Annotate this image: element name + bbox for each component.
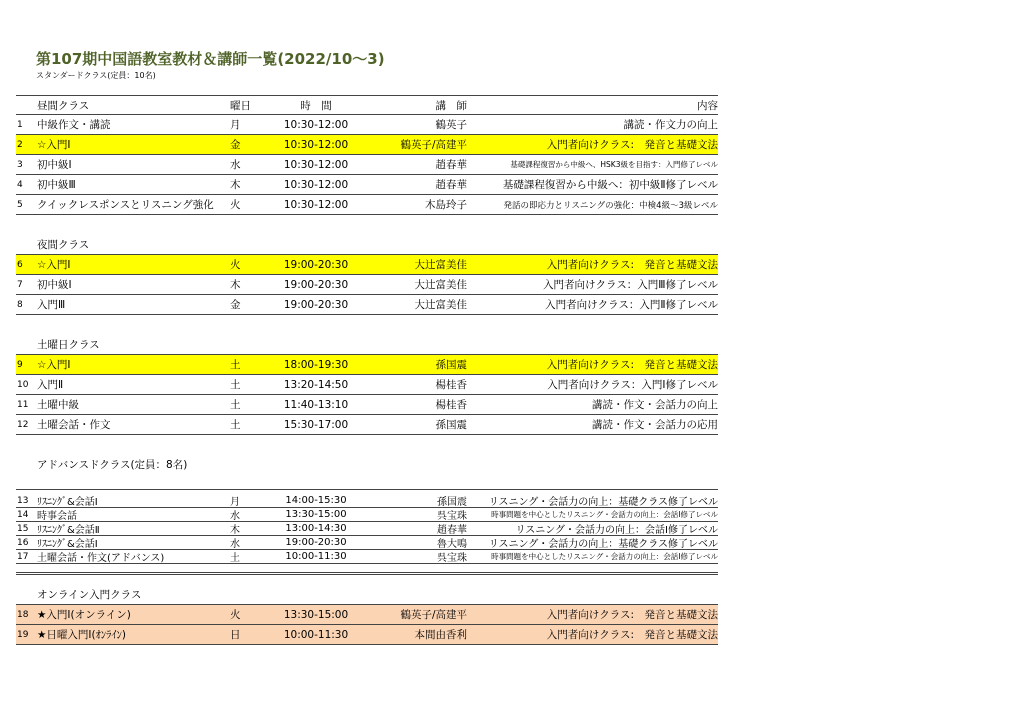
section-label: 土曜日クラス bbox=[37, 339, 100, 351]
table-row: 15 ﾘｽﾆﾝｸﾞ&会話Ⅱ 木 13:00-14:30 趙春華 リスニング・会話力の向上：会話Ⅰ修了レベル bbox=[17, 523, 718, 536]
table-row: 14 時事会話 水 13:30-15:00 呉宝珠 時事問題を中心としたリスニング・会話力の向上：会話Ⅰ修了レベル bbox=[17, 509, 718, 522]
section-label: オンライン入門クラス bbox=[37, 589, 142, 601]
table-row-highlight: 9 ☆入門Ⅰ 土 18:00-19:30 孫国震 入門者向けクラス: 発音と基礎文法 bbox=[16, 355, 718, 375]
table-row: 1 中級作文・講読 月 10:30-12:00 鶴英子 講読・作文力の向上 bbox=[16, 115, 718, 135]
table-row-highlight: 6 ☆入門Ⅰ 火 19:00-20:30 大辻富美佳 入門者向けクラス: 発音と基礎文法 bbox=[16, 255, 718, 275]
section-online bbox=[16, 585, 718, 605]
section-label: 夜間クラス bbox=[37, 239, 90, 251]
table-row: 8 入門Ⅲ 金 19:00-20:30 大辻富美佳 入門者向けクラス：入門Ⅱ修了レベル bbox=[16, 295, 718, 315]
header-time: 時 間 bbox=[300, 99, 332, 112]
table-row: 10 入門Ⅱ 土 13:20-14:50 楊桂香 入門者向けクラス：入門Ⅰ修了レベル bbox=[16, 375, 718, 395]
table-row: 17 土曜会話・作文(アドバンス) 土 10:00-11:30 呉宝珠 時事問題を中心としたリスニング・会話力の向上：会話Ⅰ修了レベル bbox=[17, 551, 718, 564]
table-row: 16 ﾘｽﾆﾝｸﾞ&会話Ⅰ 水 19:00-20:30 魯大鳴 リスニング・会話力の向上：基礎クラス修了レベル bbox=[17, 537, 718, 550]
header-teacher: 講 師 bbox=[435, 99, 467, 112]
table-row-highlight: 2 ☆入門Ⅰ 金 10:30-12:00 鶴英子/高建平 入門者向けクラス: 発音と基礎文法 bbox=[16, 135, 718, 155]
table-row-online: 19 ★日曜入門Ⅰ(ｵﾝﾗｲﾝ) 日 10:00-11:30 本間由香利 入門者向けクラス: 発音と基礎文法 bbox=[16, 625, 718, 645]
header-content: 内容 bbox=[697, 99, 718, 112]
table-row-online: 18 ★入門Ⅰ(オンライン) 火 13:30-15:00 鶴英子/高建平 入門者向けクラス: 発音と基礎文法 bbox=[16, 605, 718, 625]
section-saturday bbox=[16, 335, 718, 355]
table-row: 12 土曜会話・作文 土 15:30-17:00 孫国震 講読・作文・会話力の応用 bbox=[16, 415, 718, 435]
divider bbox=[16, 564, 718, 575]
table-row: 13 ﾘｽﾆﾝｸﾞ&会話Ⅰ 月 14:00-15:30 孫国震 リスニング・会話力の向上：基礎クラス修了レベル bbox=[17, 495, 718, 508]
table-row: 4 初中級Ⅲ 木 10:30-12:00 趙春華 基礎課程復習から中級へ：初中級Ⅱ修了レベル bbox=[16, 175, 718, 195]
table-header bbox=[16, 95, 718, 115]
section-evening bbox=[16, 235, 718, 255]
table-row: 5 クイックレスポンスとリスニング強化 火 10:30-12:00 木島玲子 発話の即応力とリスニングの強化：中検4級～3級レベル bbox=[16, 195, 718, 215]
table-row: 3 初中級Ⅰ 水 10:30-12:00 趙春華 基礎課程復習から中級へ、HSK3級を目指す：入門修了レベル bbox=[16, 155, 718, 175]
table-row: 11 土曜中級 土 11:40-13:10 楊桂香 講読・作文・会話力の向上 bbox=[16, 395, 718, 415]
section-advanced: アドバンスドクラス(定員：8名) bbox=[37, 459, 188, 471]
header-class: 昼間クラス bbox=[37, 99, 90, 112]
page-title: 第107期中国語教室教材＆講師一覧(2022/10～3) bbox=[36, 50, 385, 68]
schedule-sheet bbox=[16, 50, 718, 645]
table-row: 7 初中級Ⅰ 木 19:00-20:30 大辻富美佳 入門者向けクラス：入門Ⅲ修了レベル bbox=[16, 275, 718, 295]
page-subtitle: スタンダードクラス(定員：10名) bbox=[36, 71, 156, 80]
header-day: 曜日 bbox=[230, 99, 251, 112]
